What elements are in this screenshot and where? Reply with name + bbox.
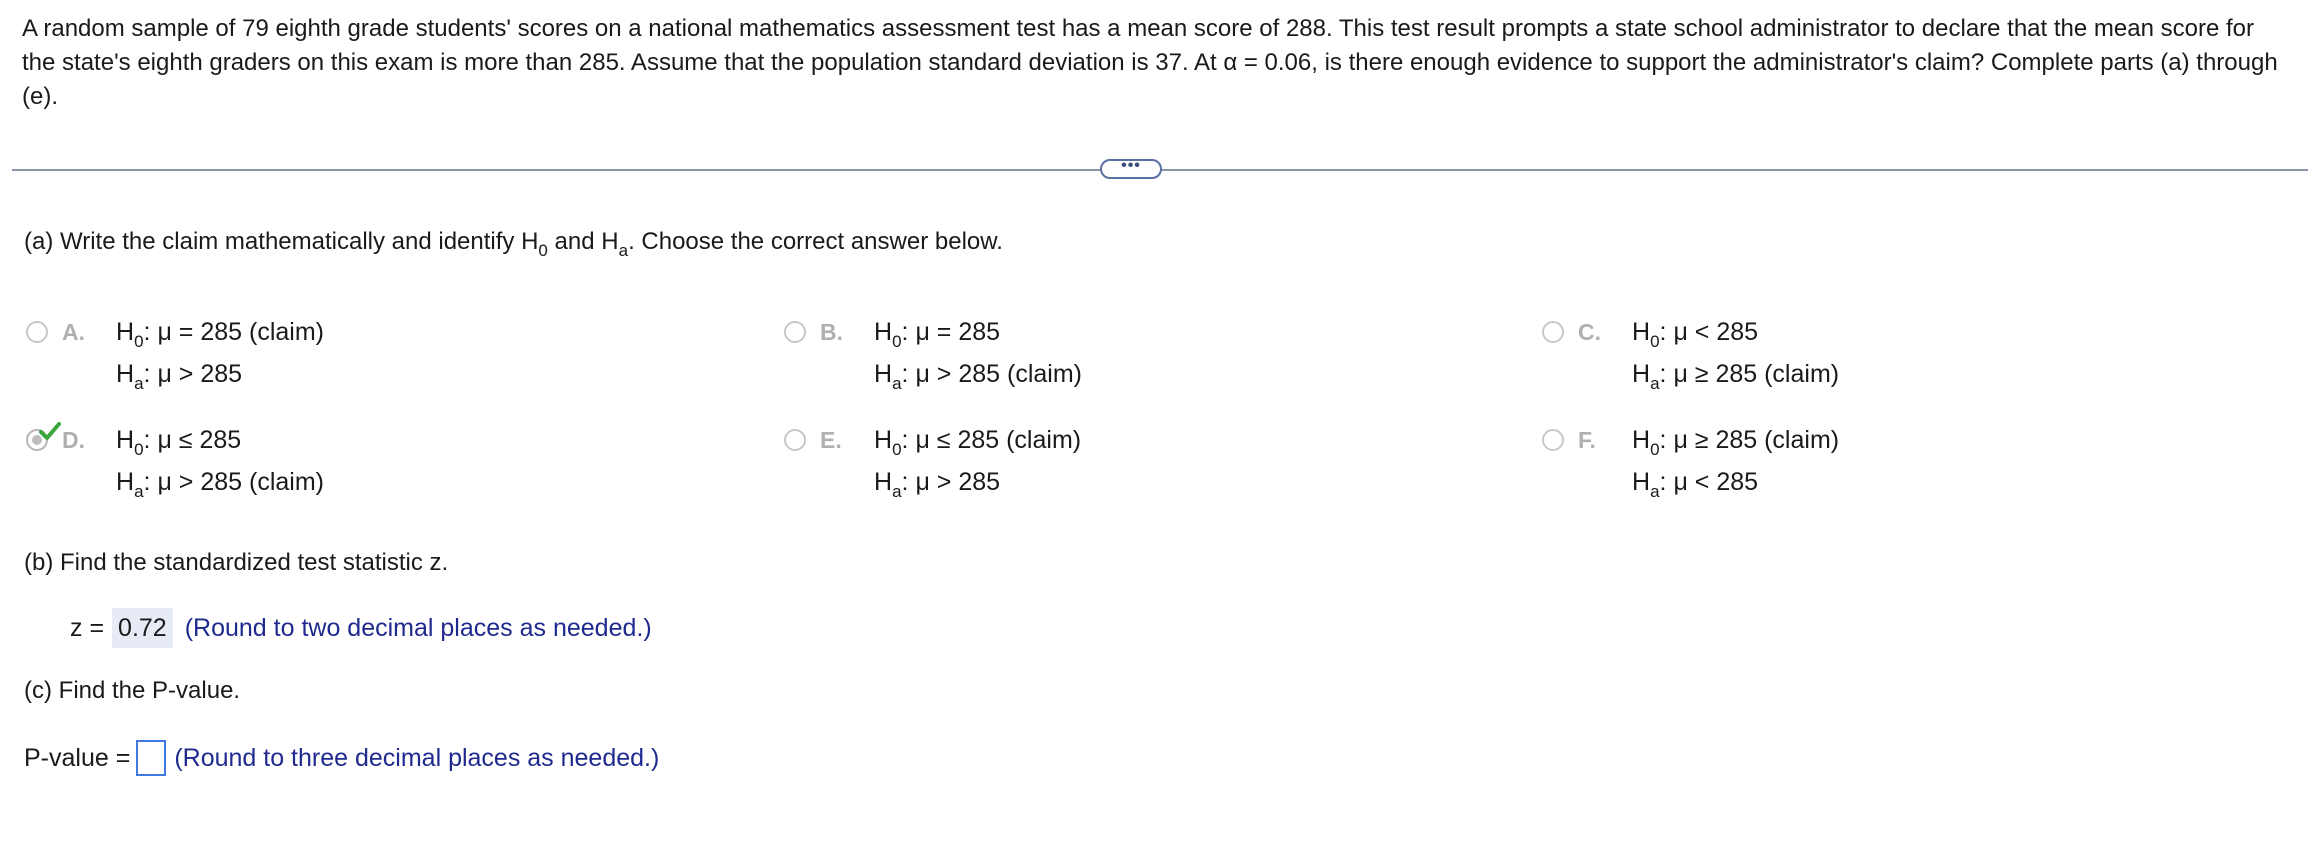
- part-b-prompt: (b) Find the standardized test statistic z.: [24, 549, 449, 576]
- option-e-radio[interactable]: [784, 429, 806, 451]
- option-b-h0: $H_0$: μ = 285: [874, 318, 1001, 351]
- option-b-letter: B.: [820, 319, 843, 345]
- ha-subscript: a: [618, 241, 629, 260]
- part-c-prompt: (c) Find the P-value.: [24, 677, 241, 704]
- option-f-h0: $H_0$: μ ≥ 285 (claim): [1632, 426, 1840, 459]
- z-round-hint: (Round to two decimal places as needed.): [184, 614, 652, 642]
- option-a-letter: A.: [62, 319, 85, 345]
- option-c-letter: C.: [1578, 319, 1601, 345]
- z-value-field[interactable]: 0.72: [112, 608, 173, 648]
- p-value-answer-row: [24, 738, 659, 778]
- option-d-ha: $H_a$: μ > 285 (claim): [116, 468, 324, 501]
- z-answer-row: [70, 608, 652, 648]
- z-label: z =: [70, 614, 105, 642]
- option-a-ha: $H_a$: μ > 285: [116, 360, 243, 393]
- part-a-prompt: [24, 227, 1003, 260]
- option-b-ha: $H_a$: μ > 285 (claim): [874, 360, 1082, 393]
- correct-check-icon: [38, 419, 62, 443]
- option-a-h0: $H_0$: μ = 285 (claim): [116, 318, 324, 351]
- option-c-h0: $H_0$: μ < 285: [1632, 318, 1759, 351]
- option-f-radio[interactable]: [1542, 429, 1564, 451]
- p-value-label: P-value =: [24, 744, 131, 772]
- option-a-radio[interactable]: [26, 321, 48, 343]
- option-f-ha: $H_a$: μ < 285: [1632, 468, 1759, 501]
- p-value-round-hint: (Round to three decimal places as needed.): [174, 744, 660, 772]
- option-e-ha: $H_a$: μ > 285: [874, 468, 1001, 501]
- option-d-letter: D.: [62, 427, 85, 453]
- h0-subscript: 0: [538, 241, 548, 260]
- part-a-and-text: and H: [547, 228, 619, 255]
- option-c-ha: $H_a$: μ ≥ 285 (claim): [1632, 360, 1840, 393]
- part-a-prompt-prefix: (a) Write the claim mathematically and identify H: [24, 228, 539, 255]
- problem-statement: A random sample of 79 eighth grade students' scores on a national mathematics assessment test has a mean score of 288. This test result prompts a state school administrator to declare that the mean score for the state's eighth graders on this exam is more than 285. Assume that the population standard deviation is 37. At α = 0.06, is there enough evidence to support the administrator's claim? Complete parts (a) through (e).: [22, 15, 2278, 110]
- part-a-prompt-suffix: . Choose the correct answer below.: [628, 228, 1003, 255]
- more-options-button[interactable]: •••: [1100, 159, 1162, 179]
- option-b-radio[interactable]: [784, 321, 806, 343]
- p-value-input[interactable]: [136, 740, 166, 776]
- option-e-h0: $H_0$: μ ≤ 285 (claim): [874, 426, 1082, 459]
- option-f-letter: F.: [1578, 427, 1596, 453]
- option-c-radio[interactable]: [1542, 321, 1564, 343]
- option-d-h0: $H_0$: μ ≤ 285: [116, 426, 242, 459]
- option-e-letter: E.: [820, 427, 842, 453]
